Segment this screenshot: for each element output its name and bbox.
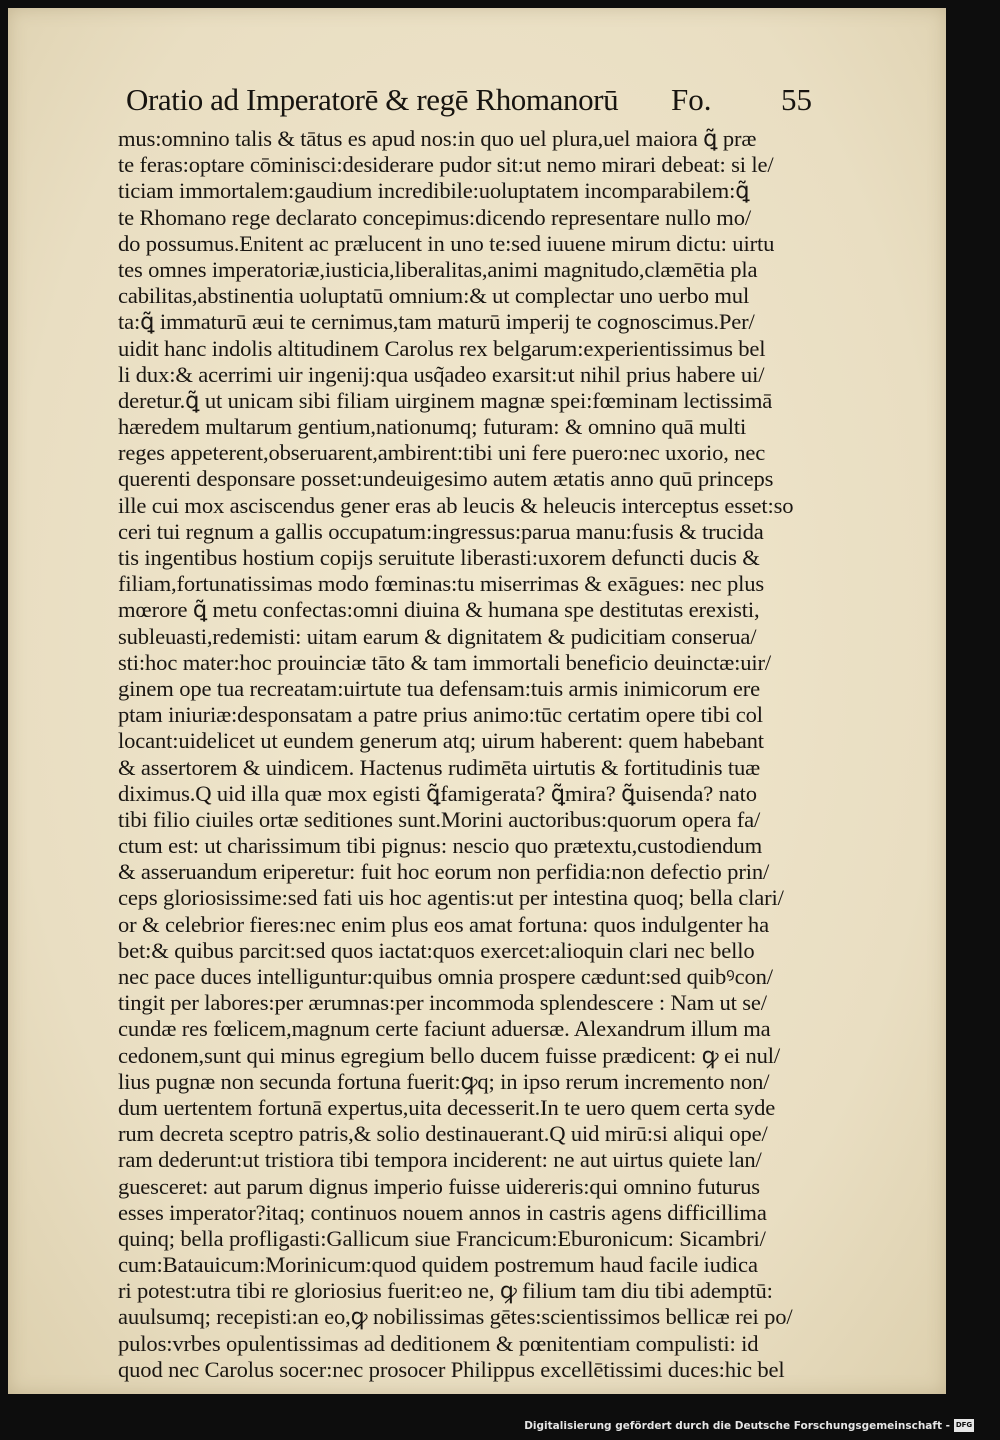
text-line: li dux:& acerrimi uir ingenij:qua usq̃adeo exarsit:ut nihil prius habere ui/ [118, 361, 765, 387]
header-title: Oratio ad Imperatorē & regē Rhomanorū [126, 82, 619, 117]
text-line: cundæ res fœlicem,magnum certe faciunt aduersæ. Alexandrum illum ma [118, 1016, 771, 1042]
text-line: do possumus.Enitent ac prælucent in uno te:sed iuuene mirum dictu: uirtu [118, 230, 775, 256]
text-line: ceps gloriosissime:sed fati uis hoc agentis:ut per intestina quoq; bella clari/ [118, 885, 784, 911]
text-line: cum:Batauicum:Morinicum:quod quidem postremum haud facile iudica [118, 1252, 758, 1278]
body-text [118, 126, 808, 1383]
text-line: or & celebrior fieres:nec enim plus eos amat fortuna: quos indulgenter ha [118, 911, 769, 937]
text-line: guesceret: aut parum dignus imperio fuisse uidereris:qui omnino futurus [118, 1173, 760, 1199]
text-line: ctum est: ut charissimum tibi pignus: nescio quo prætextu,custodiendum [118, 833, 763, 859]
text-line: uidit hanc indolis altitudinem Carolus rex belgarum:experientissimus bel [118, 335, 766, 361]
text-line: ram dederunt:ut tristiora tibi tempora inciderent: ne aut uirtus quiete lan/ [118, 1147, 762, 1173]
text-line: mœrore ꝗ̃ metu confectas:omni diuina & humana spe destitutas erexisti, [118, 597, 760, 623]
text-line: te feras:optare cōminisci:desiderare pudor sit:ut nemo mirari debeat: si le/ [118, 152, 774, 178]
text-line: tis ingentibus hostium copijs seruitute liberasti:uxorem defuncti ducis & [118, 545, 760, 570]
text-line: auulsumq; recepisti:an eo,ꝙ nobilissimas gētes:scientissimos bellicæ rei po/ [118, 1304, 793, 1330]
digitization-credit [524, 1419, 974, 1432]
text-line: & asseruandum eriperetur: fuit hoc eorum non perfidia:non defectio prin/ [118, 859, 770, 885]
running-header [126, 82, 816, 122]
text-line: reges appeterent,obseruarent,ambirent:tibi uni fere puero:nec uxorio, nec [118, 440, 766, 466]
text-line: cedonem,sunt qui minus egregium bello ducem fuisse prædicent: ꝙ ei nul/ [118, 1042, 781, 1068]
text-line: ticiam immortalem:gaudium incredibile:uoluptatem incomparabilem:ꝗ̃ [118, 178, 750, 204]
text-line: esses imperator?itaq; continuos nouem annos in castris agens difficillima [118, 1199, 767, 1225]
text-line: hæredem multarum gentium,nationumq; futuram: & omnino quā multi [118, 414, 747, 440]
text-line: & assertorem & uindicem. Hactenus rudimēta uirtutis & fortitudinis tuæ [118, 754, 761, 780]
text-line: locant:uidelicet ut eundem generum atq; uirum haberent: quem habebant [118, 728, 764, 754]
text-line: ceri tui regnum a gallis occupatum:ingressus:parua manu:fusis & trucida [118, 518, 764, 544]
text-line: rum decreta sceptro patris,& solio destinauerant.Q uid mirū:si aliqui ope/ [118, 1121, 768, 1147]
text-line: te Rhomano rege declarato concepimus:dicendo representare nullo mo/ [118, 204, 752, 230]
text-line: ta:ꝗ̃ immaturū æui te cernimus,tam maturū imperij te cognoscimus.Per/ [118, 309, 755, 335]
text-line: filiam,fortunatissimas modo fœminas:tu miserrimas & exāgues: nec plus [118, 571, 765, 597]
text-line: querenti desponsare posset:undeuigesimo autem ætatis anno quū princeps [118, 466, 774, 492]
text-line: quod nec Carolus socer:nec prosocer Philippus excellētissimi duces:hic bel [118, 1356, 785, 1382]
text-line: subleuasti,redemisti: uitam earum & dignitatem & pudicitiam conserua/ [118, 623, 757, 649]
text-line: nec pace duces intelliguntur:quibus omnia prospere cædunt:sed quibꝰcon/ [118, 964, 773, 989]
credit-text: Digitalisierung gefördert durch die Deutsche Forschungsgemeinschaft - [524, 1419, 950, 1432]
text-line: tingit per labores:per ærumnas:per incommoda splendescere : Nam ut se/ [118, 990, 767, 1016]
text-line: sti:hoc mater:hoc prouinciæ tāto & tam immortali beneficio deuinctæ:uir/ [118, 649, 772, 675]
text-line: ille cui mox asciscendus gener eras ab leucis & heleucis interceptus esset:so [118, 492, 794, 518]
text-line: deretur.ꝗ̃ ut unicam sibi filiam uirginem magnæ spei:fœminam lectissimā [118, 387, 773, 413]
text-line: tibi filio ciuiles ortæ seditiones sunt.Morini auctoribus:quorum opera fa/ [118, 806, 761, 832]
dfg-logo: DFG [954, 1419, 974, 1432]
text-line: quinq; bella profligasti:Gallicum siue Francicum:Eburonicum: Sicambri/ [118, 1225, 766, 1251]
text-line: bet:& quibus parcit:sed quos iactat:quos exercet:alioquin clari nec bello [118, 937, 755, 963]
text-line: ptam iniuriæ:desponsatam a patre prius animo:tūc certatim opere tibi col [118, 702, 763, 728]
book-page [8, 8, 946, 1394]
text-line: ginem ope tua recreatam:uirtute tua defensam:tuis armis inimicorum ere [118, 675, 760, 701]
text-line: pulos:vrbes opulentissimas ad deditionem & pœnitentiam compulisti: id [118, 1330, 759, 1356]
text-line: cabilitas,abstinentia uoluptatū omnium:& ut complectar uno uerbo mul [118, 283, 750, 309]
folio-label: Fo. [671, 82, 712, 117]
text-line: tes omnes imperatoriæ,iusticia,liberalitas,animi magnitudo,clæmētia pla [118, 256, 758, 282]
text-line: lius pugnæ non secunda fortuna fuerit:ꝙq; in ipso rerum incremento non/ [118, 1068, 770, 1094]
page-number: 55 [781, 82, 812, 117]
text-line: dum uertentem fortunā expertus,uita decesserit.In te uero quem certa syde [118, 1094, 776, 1120]
text-line: diximus.Q uid illa quæ mox egisti ꝗ̃famigerata? ꝗ̃mira? ꝗ̃uisenda? nato [118, 780, 757, 806]
text-line: mus:omnino talis & tātus es apud nos:in quo uel plura,uel maiora ꝗ̃ præ [118, 126, 757, 151]
text-line: ri potest:utra tibi re gloriosius fuerit:eo ne, ꝙ filium tam diu tibi ademptū: [118, 1278, 773, 1304]
